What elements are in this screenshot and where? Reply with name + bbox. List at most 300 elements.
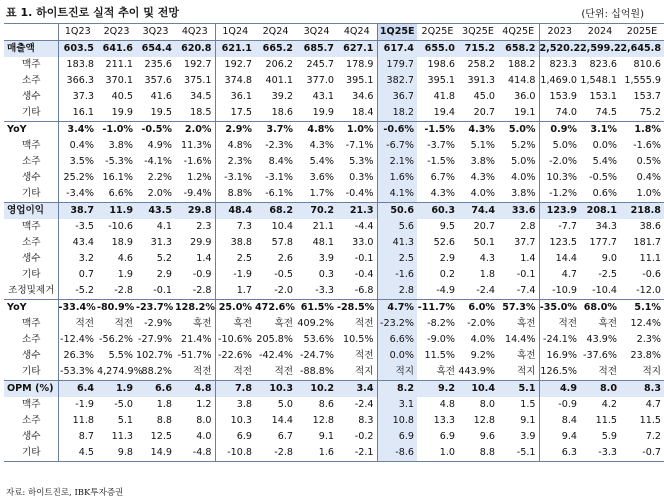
table-cell: -3.7% — [427, 140, 455, 151]
table-cell: -7.1% — [345, 140, 374, 151]
table-cell: -88.8% — [300, 366, 334, 377]
table-cell: -28.5% — [337, 300, 377, 317]
table-cell: 123.5 — [539, 235, 580, 251]
table-cell: 2.1% — [377, 154, 417, 170]
table-cell: 627.1 — [337, 41, 377, 58]
table-cell: -1.9 — [215, 267, 255, 283]
table-cell: 2.5 — [377, 251, 417, 267]
earnings-table — [4, 23, 664, 462]
table-row — [4, 57, 664, 73]
table-cell: 41.3 — [377, 235, 417, 251]
table-cell: 0.5% — [636, 156, 661, 167]
table-cell: 0.0% — [377, 348, 417, 364]
table-cell: 74.0 — [539, 105, 580, 122]
table-cell: 33.0 — [352, 237, 374, 248]
table-cell: -5.0 — [114, 399, 133, 410]
column-header-2025e: 2025E — [620, 24, 664, 41]
table-cell: 9.2 — [417, 381, 458, 398]
table-cell: 37.3 — [58, 89, 97, 105]
table-cell: -2.9% — [144, 318, 172, 329]
table-cell: 4.0% — [470, 334, 495, 345]
table-cell: 11.5 — [639, 415, 661, 426]
table-cell: -37.6% — [583, 350, 617, 361]
table-cell: 12.8 — [312, 415, 334, 426]
table-cell: -10.4 — [592, 285, 617, 296]
table-cell: 206.2 — [265, 59, 293, 70]
table-cell: 43.4 — [58, 235, 97, 251]
table-cell: 10.4 — [458, 381, 498, 398]
table-cell: 14.9 — [136, 445, 175, 462]
table-cell: 205.8% — [256, 334, 293, 345]
table-cell: 188.2 — [508, 59, 536, 70]
table-cell: 1.7 — [215, 283, 255, 300]
table-cell: 685.7 — [296, 41, 337, 58]
row-label: 매출액 — [4, 41, 58, 58]
table-cell: 6.9 — [215, 429, 255, 445]
table-cell: 2,599.2 — [580, 41, 620, 58]
table-cell: 183.8 — [58, 57, 97, 73]
table-cell: 10.2 — [296, 381, 337, 398]
table-cell: 2.3 — [196, 221, 212, 232]
table-cell: 4.1% — [377, 186, 417, 203]
column-header-1q24: 1Q24 — [215, 24, 255, 41]
table-cell: 1.9 — [97, 381, 136, 398]
table-cell: 2.9 — [439, 253, 455, 264]
table-cell: 0.3 — [318, 269, 334, 280]
table-cell: -2.0% — [539, 154, 580, 170]
row-label: YoY — [4, 122, 58, 139]
row-label: 기타 — [21, 107, 41, 118]
table-cell: -5.1 — [498, 445, 539, 462]
table-cell: 6.9 — [439, 431, 455, 442]
table-cell: 흑전 — [516, 318, 536, 329]
column-header-3q24: 3Q24 — [296, 24, 337, 41]
table-cell: 48.4 — [215, 203, 255, 220]
table-cell: 9.6 — [479, 431, 495, 442]
table-cell: 흑전 — [192, 318, 212, 329]
table-cell: 38.7 — [58, 203, 97, 220]
table-cell: 2.0% — [147, 188, 172, 199]
table-cell: -27.9% — [138, 334, 172, 345]
table-cell: -12.4% — [58, 332, 97, 348]
table-cell: 414.8 — [508, 75, 536, 86]
table-cell: 5.0% — [498, 122, 539, 139]
table-cell: -10.6 — [108, 221, 133, 232]
table-cell: 153.7 — [633, 91, 661, 102]
table-cell: 603.5 — [58, 41, 97, 58]
table-cell: -4.9 — [436, 285, 455, 296]
column-header-3q25e: 3Q25E — [458, 24, 498, 41]
column-header-4q24: 4Q24 — [337, 24, 377, 41]
table-cell: 29.8 — [175, 203, 215, 220]
header-blank — [4, 24, 58, 41]
table-cell: 5.1 — [117, 415, 133, 426]
table-cell: 38.6 — [639, 221, 661, 232]
table-cell: 4.7 — [539, 267, 580, 283]
table-cell: 3.8% — [108, 140, 133, 151]
table-cell: 4.3% — [430, 188, 455, 199]
table-cell: 2.3% — [215, 154, 255, 170]
table-cell: -9.0% — [427, 334, 455, 345]
table-cell: 흑전 — [274, 318, 293, 329]
table-cell: 9.8 — [97, 445, 136, 462]
table-cell: 395.1 — [346, 75, 374, 86]
row-label: 소주 — [21, 156, 41, 167]
row-label: 소주 — [21, 415, 41, 426]
table-cell: 2.3% — [636, 334, 661, 345]
table-cell: 3.8% — [470, 156, 495, 167]
table-cell: 20.7 — [473, 107, 495, 118]
column-header-2q25e: 2Q25E — [417, 24, 458, 41]
row-label: 생수 — [21, 431, 41, 442]
table-cell: 70.2 — [296, 203, 337, 220]
table-cell: -0.1 — [153, 285, 172, 296]
table-cell: 3.9 — [318, 253, 334, 264]
table-cell: 0.2 — [439, 269, 455, 280]
table-cell: 3.1 — [377, 397, 417, 413]
table-cell: 4.0% — [470, 188, 495, 199]
table-cell: 29.9 — [190, 237, 212, 248]
table-cell: -0.5% — [589, 172, 617, 183]
row-label: 생수 — [21, 91, 41, 102]
table-cell: 7.8 — [215, 381, 255, 398]
table-cell: 68.0% — [580, 300, 620, 317]
table-cell: 2.9 — [156, 269, 172, 280]
table-cell: 8.0 — [580, 381, 620, 398]
table-row — [4, 89, 664, 105]
table-cell: -80.9% — [97, 300, 136, 317]
table-cell: 1.9 — [117, 269, 133, 280]
table-cell: -8.2% — [427, 318, 455, 329]
unit-label: (단위: 십억원) — [581, 9, 644, 20]
table-cell: 366.3 — [58, 73, 97, 89]
table-cell: 적전 — [539, 316, 580, 332]
row-label: 맥주 — [21, 221, 41, 232]
table-cell: -23.7% — [136, 300, 175, 317]
table-cell: 218.8 — [620, 203, 664, 220]
table-cell: 1.0% — [337, 122, 377, 139]
table-cell: -3.1% — [265, 172, 293, 183]
table-cell: -0.1 — [516, 269, 536, 280]
table-cell: 38.8 — [215, 235, 255, 251]
table-cell: 382.7 — [377, 73, 417, 89]
table-cell: 1,548.1 — [580, 75, 617, 86]
table-cell: 5.4% — [592, 156, 617, 167]
table-cell: 0.9% — [539, 122, 580, 139]
table-cell: -23.2% — [377, 316, 417, 332]
table-cell: 181.7 — [633, 237, 661, 248]
table-cell: 6.6% — [377, 332, 417, 348]
table-cell: 43.5 — [136, 203, 175, 220]
table-cell: -3.4% — [58, 186, 97, 203]
table-row — [4, 381, 664, 398]
table-cell: 4.6 — [117, 253, 133, 264]
row-label: YoY — [4, 300, 58, 317]
table-cell: -5.2 — [58, 283, 97, 300]
table-cell: 4.3% — [309, 140, 334, 151]
table-cell: -2.8 — [192, 285, 212, 296]
table-cell: 4.7% — [377, 300, 417, 317]
table-cell: 1.2% — [187, 172, 212, 183]
table-cell: 4.8 — [439, 399, 455, 410]
table-cell: -0.9 — [192, 269, 212, 280]
table-cell: 208.1 — [580, 203, 620, 220]
row-label: 영업이익 — [4, 203, 58, 220]
table-cell: 198.6 — [427, 59, 455, 70]
table-cell: -3.5 — [58, 219, 97, 235]
table-cell: -12.0 — [636, 285, 661, 296]
row-label: 기타 — [21, 366, 41, 377]
table-row — [4, 186, 664, 203]
table-cell: -11.7% — [417, 300, 458, 317]
table-cell: 2.9% — [215, 122, 255, 139]
table-cell: 적전 — [192, 366, 212, 377]
table-cell: -4.8 — [175, 445, 215, 462]
table-cell: -2.1 — [337, 445, 377, 462]
table-cell: 10.8 — [377, 413, 417, 429]
table-cell: 6.4 — [58, 381, 97, 398]
table-cell: 0.7 — [58, 267, 97, 283]
table-cell: 흑전 — [516, 350, 536, 361]
table-cell: 12.8 — [473, 415, 495, 426]
table-row — [4, 154, 664, 170]
table-row — [4, 235, 664, 251]
table-cell: 3.1% — [580, 122, 620, 139]
table-cell: -33.4% — [58, 300, 97, 317]
table-cell: -2.0 — [274, 285, 293, 296]
table-cell: 1.8% — [620, 122, 664, 139]
table-cell: 23.8% — [630, 350, 661, 361]
table-cell: 8.3 — [358, 415, 374, 426]
table-cell: -3.1% — [215, 170, 255, 186]
table-cell: 177.7 — [589, 237, 617, 248]
table-cell: 7.2 — [645, 431, 661, 442]
table-cell: 52.6 — [433, 237, 455, 248]
table-cell: 617.4 — [377, 41, 417, 58]
table-cell: 9.2% — [470, 350, 495, 361]
table-cell: 19.9 — [111, 107, 133, 118]
table-cell: 5.6 — [377, 219, 417, 235]
table-cell: 5.3% — [349, 156, 374, 167]
table-cell: 10.4 — [271, 221, 293, 232]
column-header-2q23: 2Q23 — [97, 24, 136, 41]
table-cell: 621.1 — [215, 41, 255, 58]
table-cell: 11.9 — [97, 203, 136, 220]
table-cell: 4.3 — [479, 253, 495, 264]
table-row — [4, 316, 664, 332]
table-header-row — [6, 2, 644, 20]
table-cell: 57.3% — [498, 300, 539, 317]
row-label: 생수 — [21, 253, 41, 264]
table-cell: 3.4 — [337, 381, 377, 398]
table-cell: 5.1% — [470, 140, 495, 151]
table-cell: -0.4 — [354, 269, 374, 280]
table-cell: 10.3 — [215, 413, 255, 429]
table-cell: -1.6% — [633, 140, 661, 151]
table-cell: 5.9 — [601, 431, 617, 442]
row-label: 생수 — [21, 350, 41, 361]
table-cell: 11.3 — [111, 431, 133, 442]
column-header-1q25e: 1Q25E — [377, 24, 417, 41]
table-cell: 2.5 — [215, 251, 255, 267]
table-cell: 적전 — [114, 318, 133, 329]
row-label: 소주 — [21, 237, 41, 248]
table-body — [4, 41, 664, 462]
earnings-table-wrapper — [4, 23, 661, 462]
table-cell: -6.7% — [377, 138, 417, 154]
table-cell: 34.3 — [595, 221, 617, 232]
table-cell: 11.8 — [58, 413, 97, 429]
table-cell: 흑전 — [598, 318, 617, 329]
table-cell: 19.5 — [150, 107, 172, 118]
table-cell: -24.1% — [539, 332, 580, 348]
table-cell: 50.6 — [377, 203, 417, 220]
table-cell: 60.3 — [417, 203, 458, 220]
table-cell: 443.9% — [458, 366, 495, 377]
table-cell: 178.9 — [346, 59, 374, 70]
table-cell: 192.7 — [184, 59, 212, 70]
column-header-2q24: 2Q24 — [255, 24, 296, 41]
column-header-2024: 2024 — [580, 24, 620, 41]
table-cell: 1.4 — [520, 253, 536, 264]
table-cell: 36.0 — [514, 91, 536, 102]
table-cell: 8.8 — [458, 445, 498, 462]
table-cell: 19.9 — [312, 107, 334, 118]
table-cell: 13.3 — [433, 415, 455, 426]
table-cell: 6.7% — [430, 172, 455, 183]
table-cell: 2.8 — [377, 283, 417, 300]
table-cell: 5.2% — [511, 140, 536, 151]
table-cell: 12.5 — [150, 431, 172, 442]
table-cell: 4.5 — [58, 445, 97, 462]
table-cell: 18.6 — [271, 107, 293, 118]
table-cell: 18.5 — [190, 107, 212, 118]
table-cell: -2.4 — [354, 399, 374, 410]
table-cell: 16.9% — [539, 348, 580, 364]
table-cell: 823.6 — [589, 59, 617, 70]
table-cell: 6.6 — [136, 381, 175, 398]
table-cell: -0.7 — [620, 445, 664, 462]
table-cell: 823.3 — [539, 57, 580, 73]
table-cell: 5.4% — [309, 156, 334, 167]
table-cell: 50.1 — [473, 237, 495, 248]
table-cell: -3.3 — [315, 285, 334, 296]
table-cell: -5.3% — [105, 156, 133, 167]
table-row — [4, 122, 664, 139]
table-cell: 11.1 — [639, 253, 661, 264]
table-cell: 401.1 — [265, 75, 293, 86]
table-cell: -1.5% — [417, 122, 458, 139]
table-cell: 53.6% — [303, 334, 334, 345]
table-cell: 8.7 — [58, 429, 97, 445]
table-cell: 377.0 — [306, 75, 334, 86]
table-cell: 409.2% — [297, 318, 334, 329]
table-cell: 5.2 — [156, 253, 172, 264]
table-cell: -0.5% — [136, 122, 175, 139]
table-cell: 810.6 — [633, 59, 661, 70]
row-label: 맥주 — [21, 399, 41, 410]
table-cell: 21.1 — [312, 221, 334, 232]
table-cell: 235.6 — [144, 59, 172, 70]
table-cell: 4.9% — [147, 140, 172, 151]
table-cell: 4.1 — [156, 221, 172, 232]
row-label: 소주 — [21, 334, 41, 345]
table-cell: 9.1 — [318, 431, 334, 442]
table-row — [4, 429, 664, 445]
table-cell: 1.6 — [296, 445, 337, 462]
table-cell: -9.4% — [183, 188, 212, 199]
table-cell: 적전 — [354, 350, 374, 361]
table-cell: 31.3 — [150, 237, 172, 248]
table-cell: 1,555.9 — [624, 75, 661, 86]
table-cell: 370.1 — [105, 75, 133, 86]
table-row — [4, 283, 664, 300]
source-note: 자료: 하이트진로, IBK투자증권 — [6, 488, 124, 498]
table-cell: 1.8 — [479, 269, 495, 280]
table-cell: 5.1 — [498, 381, 539, 398]
column-header-4q25e: 4Q25E — [498, 24, 539, 41]
table-row — [4, 332, 664, 348]
table-cell: -10.8 — [215, 445, 255, 462]
table-cell: -1.6% — [183, 156, 212, 167]
table-cell: 1.5 — [520, 399, 536, 410]
table-cell: 34.6 — [352, 91, 374, 102]
table-cell: -1.5% — [427, 156, 455, 167]
table-cell: 654.4 — [136, 41, 175, 58]
table-cell: 4.0 — [196, 431, 212, 442]
table-cell: -51.7% — [177, 350, 212, 361]
table-cell: 9.5 — [439, 221, 455, 232]
table-cell: -0.6 — [642, 269, 661, 280]
table-cell: 적전 — [58, 316, 97, 332]
table-cell: 123.9 — [539, 203, 580, 220]
table-cell: 11.3% — [181, 140, 212, 151]
table-cell: 0.4% — [636, 172, 661, 183]
table-cell: 1,469.0 — [539, 73, 580, 89]
table-row — [4, 170, 664, 186]
table-cell: 21.3 — [337, 203, 377, 220]
column-header-3q23: 3Q23 — [136, 24, 175, 41]
table-cell: 179.7 — [377, 57, 417, 73]
table-cell: -53.3% — [58, 364, 97, 381]
table-cell: 1.2 — [196, 399, 212, 410]
table-cell: 61.5% — [296, 300, 337, 317]
table-cell: 245.7 — [306, 59, 334, 70]
column-header-1q23: 1Q23 — [58, 24, 97, 41]
table-cell: 14.4 — [271, 415, 293, 426]
table-cell: 3.5% — [58, 154, 97, 170]
table-cell: 12.4% — [630, 318, 661, 329]
table-row — [4, 348, 664, 364]
table-cell: 36.1 — [215, 89, 255, 105]
table-cell: -2.8 — [114, 285, 133, 296]
table-cell: 26.3% — [58, 348, 97, 364]
table-cell: 18.4 — [352, 107, 374, 118]
table-cell: 39.2 — [271, 91, 293, 102]
table-cell: 적지 — [377, 364, 417, 381]
table-cell: 8.8 — [156, 415, 172, 426]
table-cell: 658.2 — [498, 41, 539, 58]
table-row — [4, 251, 664, 267]
table-cell: 적지 — [642, 366, 661, 377]
row-label: 기타 — [4, 445, 58, 462]
row-label: 생수 — [21, 172, 41, 183]
table-cell: 25.0% — [215, 300, 255, 317]
table-cell: 68.2 — [255, 203, 296, 220]
table-cell: 8.4 — [539, 413, 580, 429]
table-cell: 흑전 — [436, 366, 455, 377]
table-cell: 3.7% — [255, 122, 296, 139]
